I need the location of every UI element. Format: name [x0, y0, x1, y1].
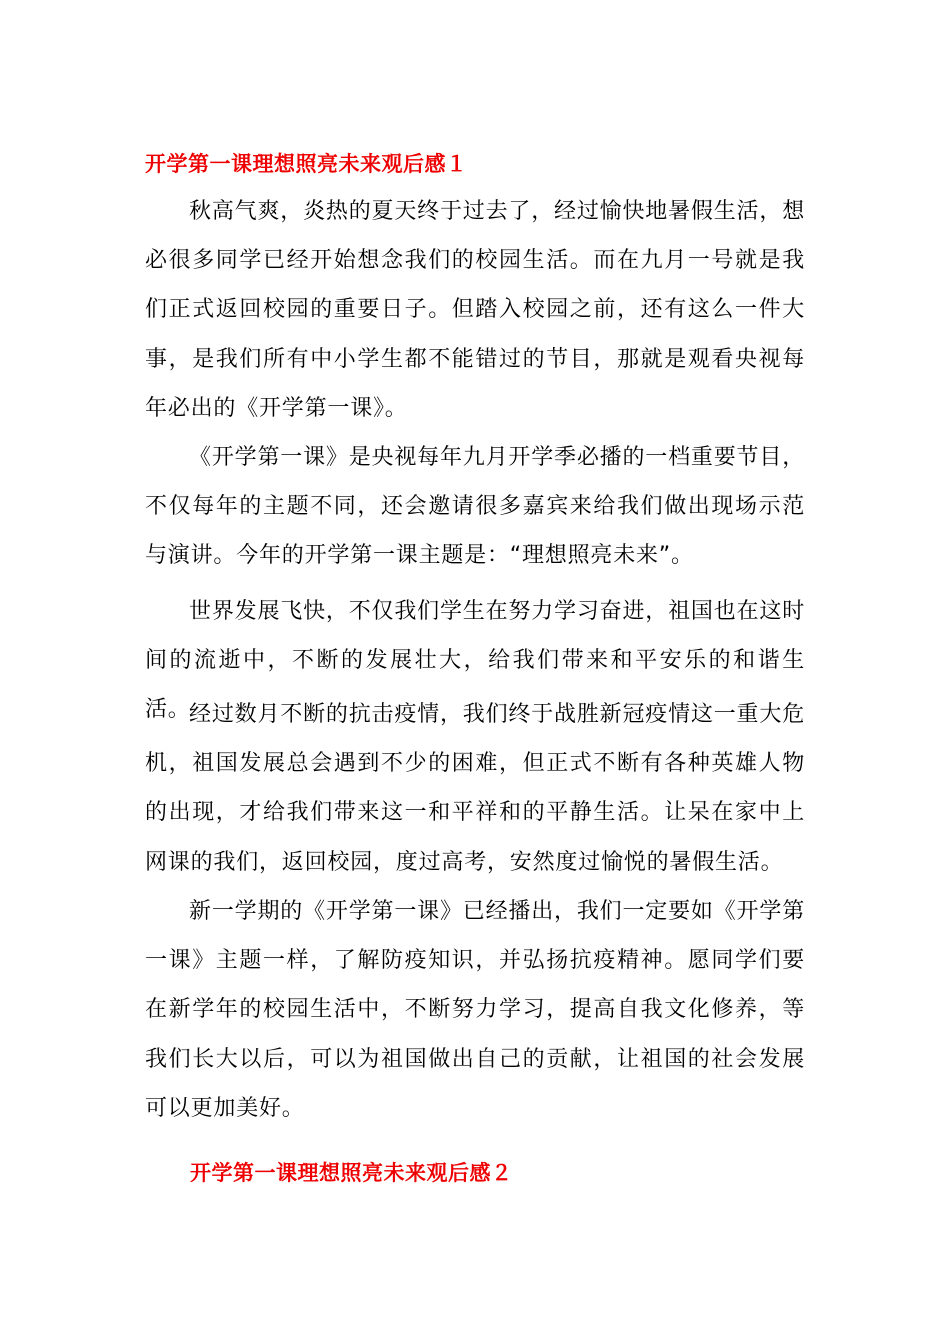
- paragraph-2: 《开学第一课》是央视每年九月开学季必播的一档重要节目，不仅每年的主题不同，还会邀请很多嘉宾来给我们做出现场示范与演讲。今年的开学第一课主题是：“理想照亮未来”。: [145, 445, 805, 569]
- paragraph-3: 世界发展飞快，不仅我们学生在努力学习奋进，祖国也在这时间的流逝中，不断的发展壮大，给我们带来和平安乐的和谐生活。: [145, 599, 805, 723]
- paragraph-1: 秋高气爽，炎热的夏天终于过去了，经过愉快地暑假生活，想必很多同学已经开始想念我们的校园生活。而在九月一号就是我们正式返回校园的重要日子。但踏入校园之前，还有这么一件大事，是我们所有中小学生都不能错过的节目，那就是观看央视每年必出的《开学第一课》。: [145, 199, 805, 421]
- section-heading-1: 开学第一课理想照亮未来观后感１: [145, 152, 468, 176]
- section-heading-2: 开学第一课理想照亮未来观后感２: [190, 1161, 513, 1185]
- paragraph-4: 经过数月不断的抗击疫情，我们终于战胜新冠疫情这一重大危机，祖国发展总会遇到不少的困难，但正式不断有各种英雄人物的出现，才给我们带来这一和平祥和的平静生活。让呆在家中上网课的我们，返回校园，度过高考，安然度过愉悦的暑假生活。: [145, 702, 805, 875]
- paragraph-5: 新一学期的《开学第一课》已经播出，我们一定要如《开学第一课》主题一样，了解防疫知识，并弘扬抗疫精神。愿同学们要在新学年的校园生活中，不断努力学习，提高自我文化修养，等我们长大以后，可以为祖国做出自己的贡献，让祖国的社会发展可以更加美好。: [145, 899, 805, 1121]
